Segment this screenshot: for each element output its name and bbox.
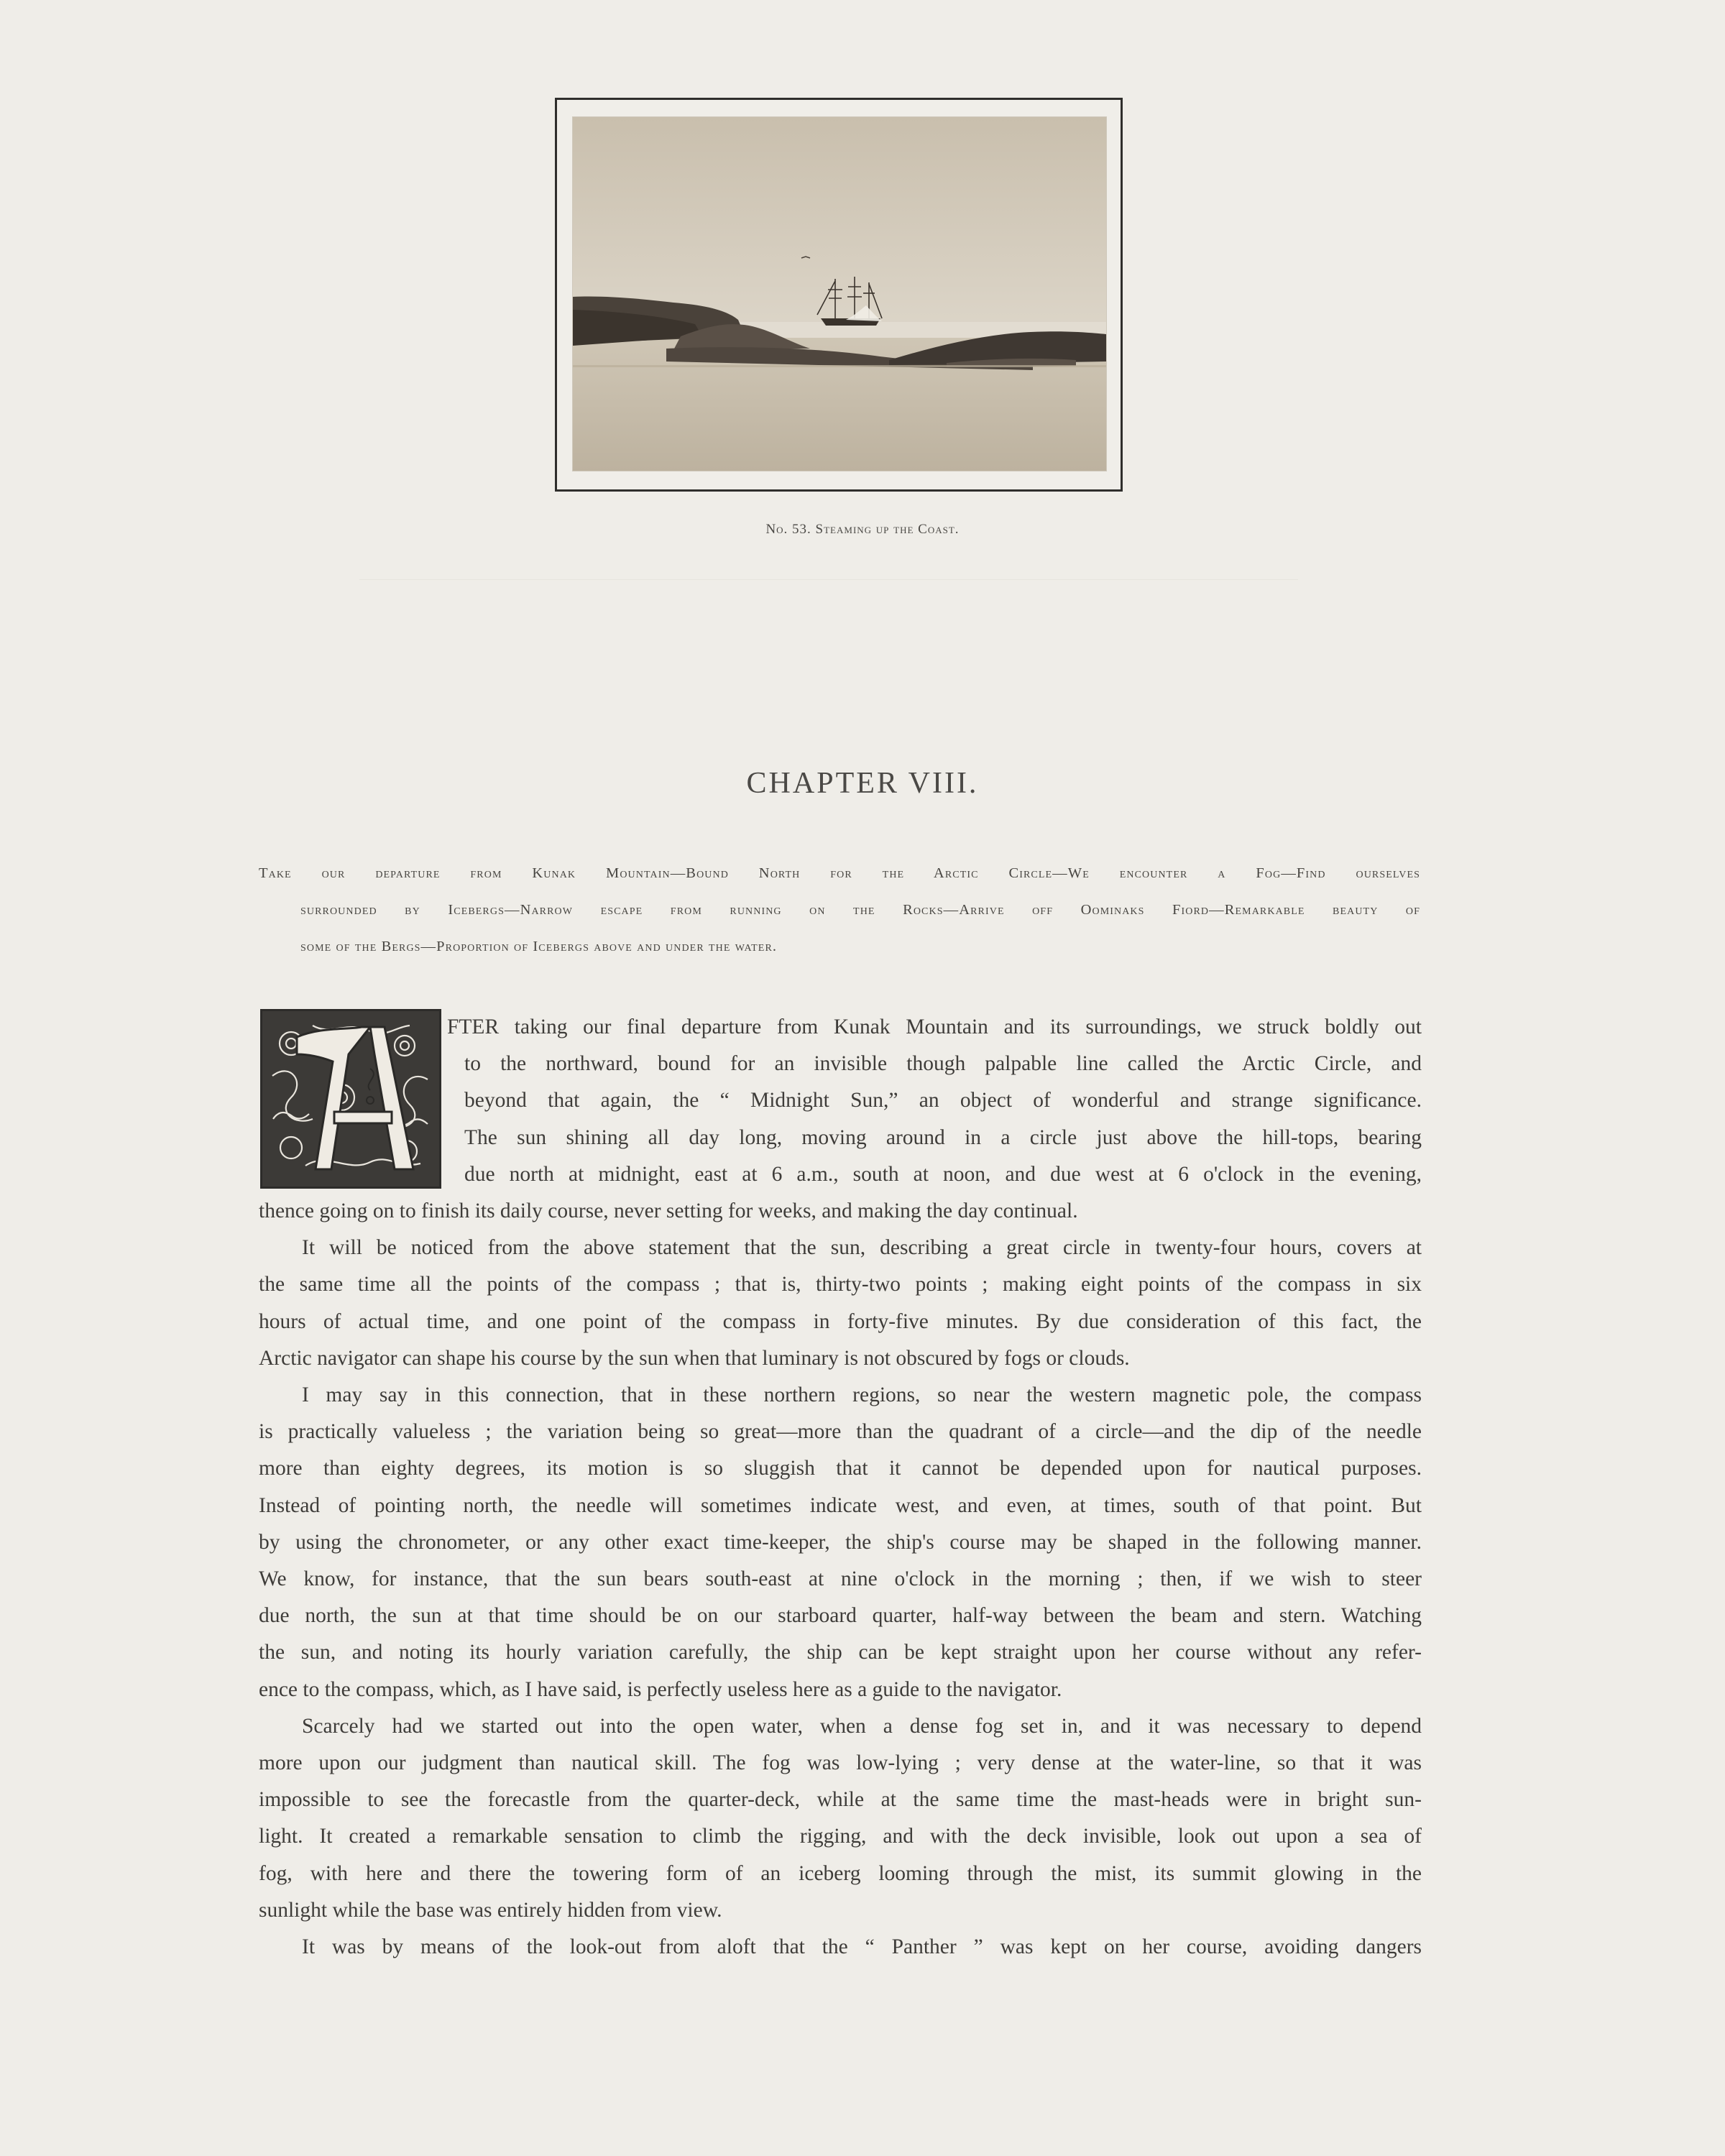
body-line: more upon our judgment than nautical skill. The fog was low-lying ; very dense at the water-line, so that it was xyxy=(259,1751,1422,1775)
body-line: Instead of pointing north, the needle will sometimes indicate west, and even, at times, south of that point. But xyxy=(259,1493,1422,1517)
body-line: FTER taking our final departure from Kunak Mountain and its surroundings, we struck boldly out xyxy=(447,1015,1422,1038)
body-line: I may say in this connection, that in these northern regions, so near the western magnetic pole, the compass xyxy=(302,1383,1422,1407)
body-line: impossible to see the forecastle from the quarter-deck, while at the same time the mast-heads were in bright sun- xyxy=(259,1788,1422,1812)
body-line: It will be noticed from the above statement that the sun, describing a great circle in twenty-four hours, covers at xyxy=(302,1236,1422,1260)
chapter-body-text xyxy=(259,1009,1422,1966)
body-line: ence to the compass, which, as I have said, is perfectly useless here as a guide to the navigator. xyxy=(259,1677,1062,1701)
body-line: Arctic navigator can shape his course by the sun when that luminary is not obscured by fogs or clouds. xyxy=(259,1346,1130,1370)
synopsis-line: some of the Bergs—Proportion of Icebergs above and under the water. xyxy=(300,939,778,954)
body-line: light. It created a remarkable sensation to climb the rigging, and with the deck invisible, look out upon a sea of xyxy=(259,1825,1422,1848)
synopsis-line: surrounded by Icebergs—Narrow escape from running on the Rocks—Arrive off Oominaks Fiord—Remarkable beauty of xyxy=(300,902,1420,918)
plate-caption: No. 53. Steaming up the Coast. xyxy=(765,522,960,537)
body-line: Scarcely had we started out into the open water, when a dense fog set in, and it was necessary to depend xyxy=(302,1714,1422,1738)
body-line: more than eighty degrees, its motion is so sluggish that it cannot be depended upon for nautical purposes. xyxy=(259,1457,1422,1480)
chapter-title: CHAPTER VIII. xyxy=(746,767,979,800)
body-line: hours of actual time, and one point of the compass in forty-five minutes. By due consideration of this fact, the xyxy=(259,1309,1422,1333)
chapter-synopsis xyxy=(259,855,1420,965)
faint-bleedthrough xyxy=(359,579,1298,596)
body-line: due north, the sun at that time should be on our starboard quarter, half-way between the beam and stern. Watching xyxy=(259,1604,1422,1628)
body-line: by using the chronometer, or any other exact time-keeper, the ship's course may be shaped in the following manner. xyxy=(259,1530,1422,1554)
body-line: The sun shining all day long, moving around in a circle just above the hill-tops, bearing xyxy=(464,1125,1422,1149)
body-line: to the northward, bound for an invisible though palpable line called the Arctic Circle, and xyxy=(464,1052,1422,1076)
body-line: the sun, and noting its hourly variation carefully, the ship can be kept straight upon her course without any refer- xyxy=(259,1641,1422,1664)
photograph-ship-near-rocks xyxy=(573,117,1106,471)
body-line: beyond that again, the “ Midnight Sun,” an object of wonderful and strange significance. xyxy=(464,1089,1422,1112)
body-line: is practically valueless ; the variation being so great—more than the quadrant of a circle—and the dip of the needle xyxy=(259,1420,1422,1444)
body-line: fog, with here and there the towering form of an iceberg looming through the mist, its summit glowing in the xyxy=(259,1861,1422,1885)
body-line: due north at midnight, east at 6 a.m., south at noon, and due west at 6 o'clock in the evening, xyxy=(464,1162,1422,1186)
body-line: sunlight while the base was entirely hidden from view. xyxy=(259,1898,722,1922)
body-line: thence going on to finish its daily course, never setting for weeks, and making the day continual. xyxy=(259,1199,1078,1223)
synopsis-line: Take our departure from Kunak Mountain—Bound North for the Arctic Circle—We encounter a Fog—Find ourselves xyxy=(259,865,1420,881)
body-line: the same time all the points of the compass ; that is, thirty-two points ; making eight points of the compass in six xyxy=(259,1273,1422,1296)
body-line: We know, for instance, that the sun bears south-east at nine o'clock in the morning ; then, if we wish to steer xyxy=(259,1567,1422,1591)
body-line: It was by means of the look-out from aloft that the “ Panther ” was kept on her course, avoiding dangers xyxy=(302,1935,1422,1959)
photo-plate-frame xyxy=(555,98,1123,492)
photograph-image xyxy=(573,117,1106,471)
